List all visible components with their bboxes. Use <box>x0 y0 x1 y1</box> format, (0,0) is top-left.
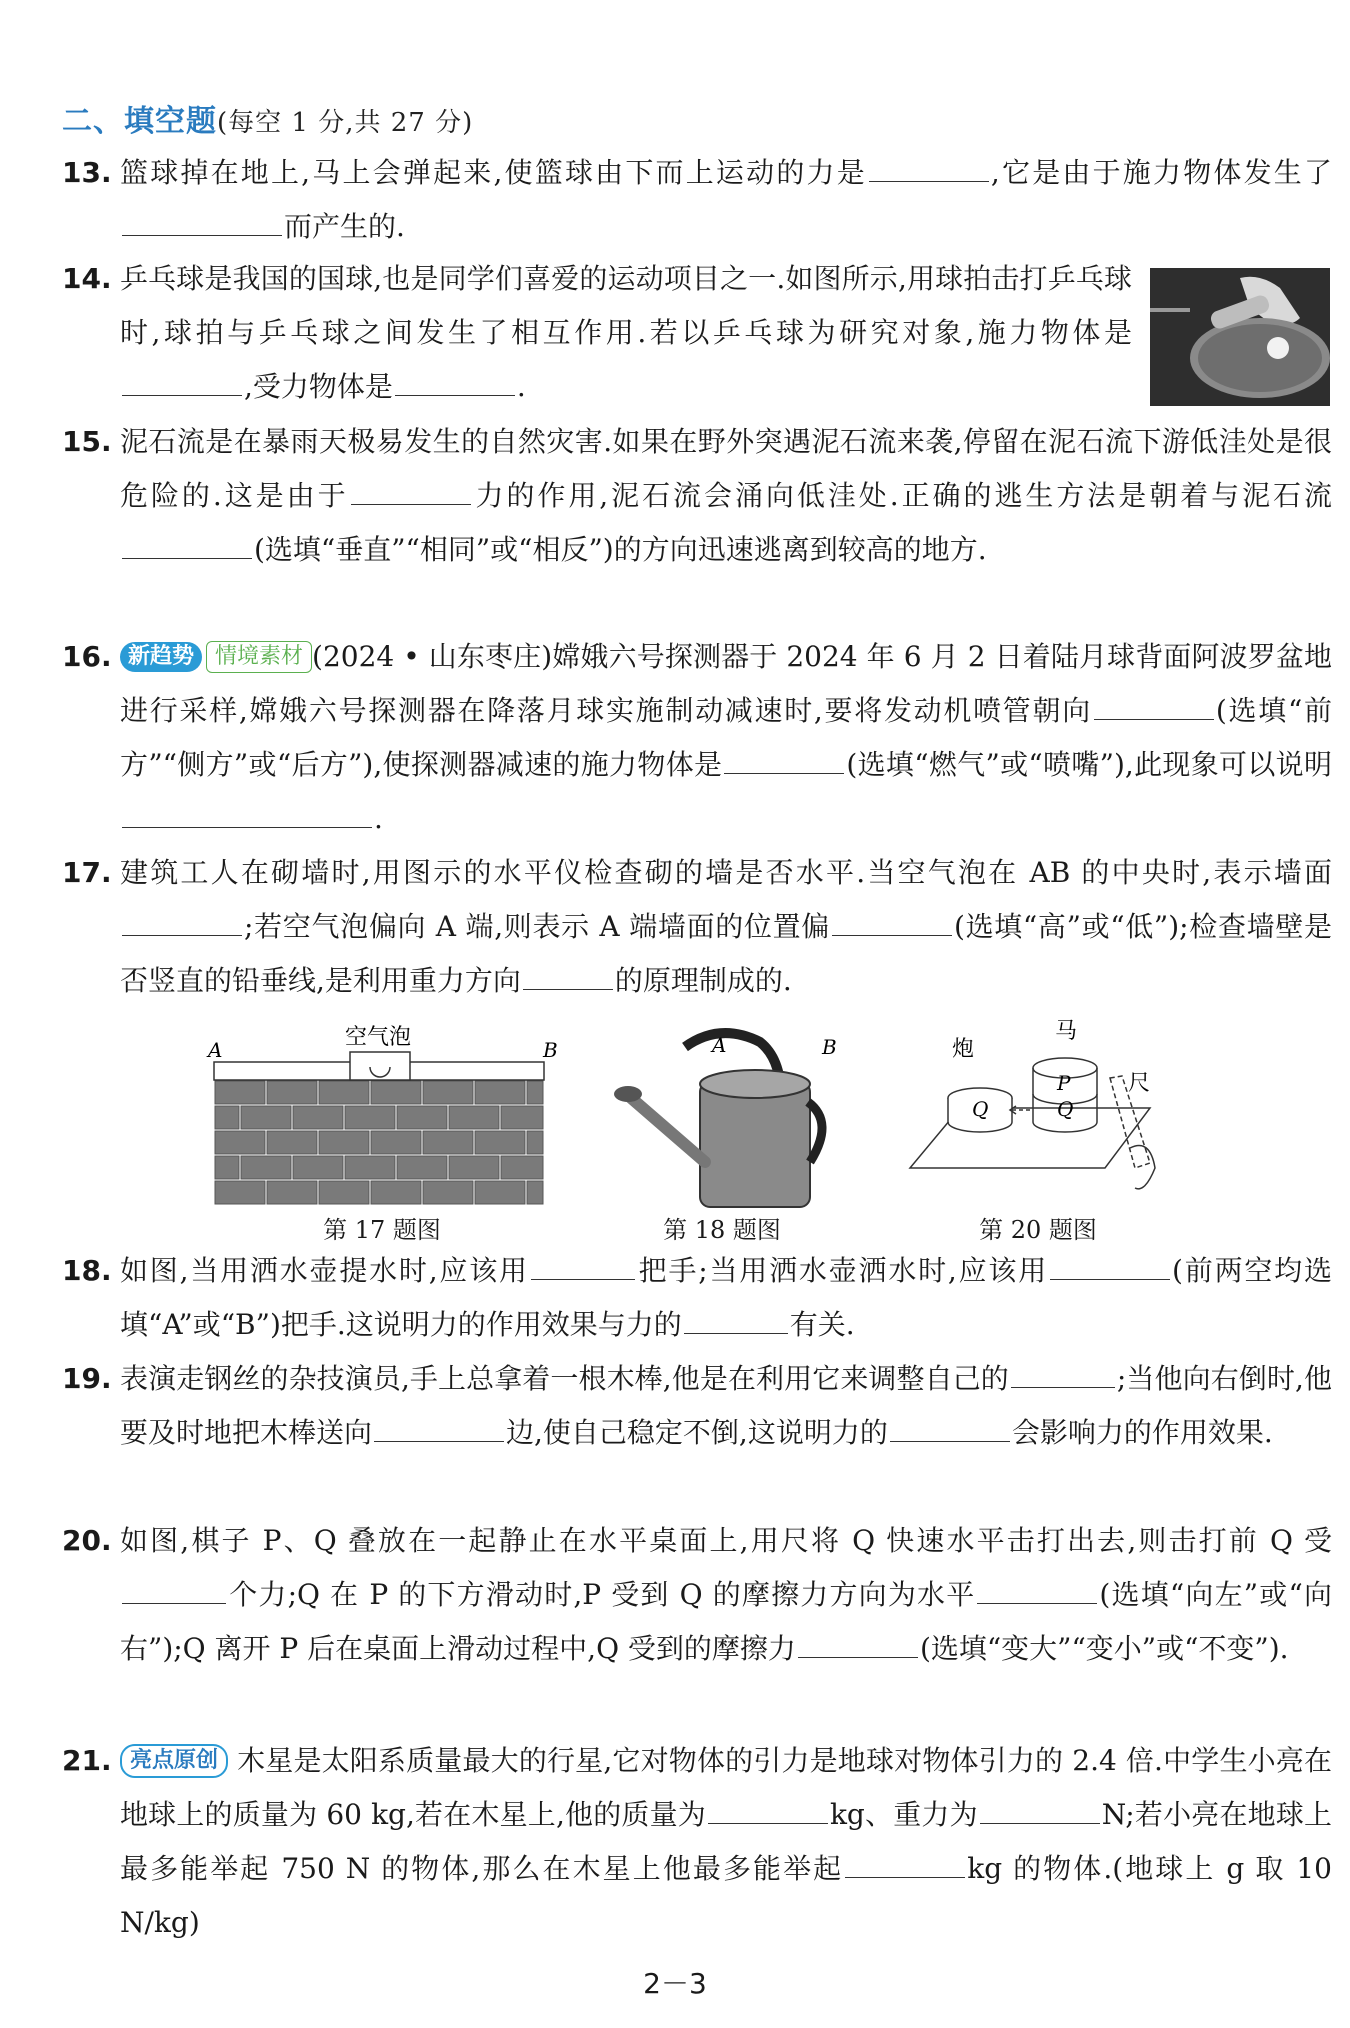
answer-blank[interactable] <box>122 793 372 828</box>
brick <box>371 1181 421 1204</box>
label-a: A <box>208 1038 223 1062</box>
question-15 <box>62 415 1332 577</box>
question-18 <box>62 1244 1332 1352</box>
answer-blank[interactable] <box>798 1623 918 1658</box>
answer-blank[interactable] <box>832 901 952 936</box>
label-q-right: Q <box>1057 1097 1074 1121</box>
question-text: (选填“向左”或“向右”);Q 离开 P 后在桌面上滑动过程中,Q 受到的摩擦力 <box>120 1578 1332 1665</box>
question-text: 木星是太阳系质量最大的行星,它对物体的引力是地球对物体引力的 2.4 倍.中学生小亮在地球上的质量为 60 kg,若在木星上,他的质量为 <box>120 1744 1332 1831</box>
question-text: (选填“燃气”或“喷嘴”),此现象可以说明 <box>846 748 1332 781</box>
brick <box>527 1181 543 1204</box>
question-text: 力的作用,泥石流会涌向低洼处.正确的逃生方法是朝着与泥石流 <box>472 479 1332 512</box>
question-text: 如图,当用洒水壶提水时,应该用 <box>120 1254 529 1287</box>
brick <box>319 1181 369 1204</box>
brick <box>319 1081 369 1104</box>
figure-17-caption: 第 17 题图 <box>323 1216 441 1244</box>
label-b: B <box>543 1038 558 1062</box>
question-20 <box>62 1514 1332 1676</box>
trend-tag: 新趋势 <box>120 642 202 672</box>
figure-20 <box>900 1018 1160 1212</box>
brick <box>215 1131 265 1154</box>
answer-blank[interactable] <box>869 147 989 182</box>
brick <box>423 1181 473 1204</box>
label-b: B <box>822 1035 837 1059</box>
question-number: 16. <box>62 640 112 673</box>
question-number: 13. <box>62 156 112 189</box>
brick <box>293 1106 343 1129</box>
answer-blank[interactable] <box>122 201 282 236</box>
brick <box>475 1181 525 1204</box>
answer-blank[interactable] <box>1050 1245 1170 1280</box>
question-number: 14. <box>62 262 112 295</box>
question-text: 而产生的. <box>284 210 405 243</box>
spirit-level-wall-diagram <box>200 1022 560 1212</box>
brick <box>501 1106 543 1129</box>
section-note: (每空 1 分,共 27 分) <box>217 108 474 138</box>
context-tag: 情境素材 <box>206 641 312 673</box>
question-17 <box>62 846 1332 1008</box>
question-text: (2024 • 山东枣庄)嫦娥六号探测器于 2024 年 6 月 2 日着陆月球背面阿波罗盆地进行采样,嫦娥六号探测器在降落月球实施制动减速时,要将发动机喷管朝向 <box>120 640 1332 727</box>
brick <box>241 1106 291 1129</box>
question-text: (选填“前方”“侧方”或“后方”),使探测器减速的施力物体是 <box>120 694 1332 781</box>
question-number: 20. <box>62 1524 112 1557</box>
question-text: ,它是由于施力物体发生了 <box>990 156 1332 189</box>
question-number: 17. <box>62 856 112 889</box>
label-ruler: 尺 <box>1128 1071 1151 1096</box>
label-a: A <box>712 1033 727 1057</box>
answer-blank[interactable] <box>122 1569 226 1604</box>
page-number: 2－3 <box>643 1967 707 2000</box>
brick <box>527 1131 543 1154</box>
question-number: 15. <box>62 425 112 458</box>
brick <box>215 1106 239 1129</box>
brick <box>241 1156 291 1179</box>
brick <box>345 1106 395 1129</box>
question-text: 如图,棋子 P、Q 叠放在一起静止在水平桌面上,用尺将 Q 快速水平击打出去,则击打前 Q 受 <box>120 1524 1332 1557</box>
question-14 <box>62 252 1132 414</box>
question-number: 21. <box>62 1744 112 1777</box>
answer-blank[interactable] <box>845 1843 965 1878</box>
label-p: P <box>1057 1071 1071 1095</box>
section-heading: 二、填空题 <box>62 104 217 139</box>
question-text: 把手;当用洒水壶洒水时,应该用 <box>636 1254 1049 1287</box>
question-text: ;若空气泡偏向 A 端,则表示 A 端墙面的位置偏 <box>244 910 830 943</box>
brick <box>215 1181 265 1204</box>
answer-blank[interactable] <box>684 1299 788 1334</box>
answer-blank[interactable] <box>523 955 613 990</box>
figure-17 <box>200 1022 560 1212</box>
question-text: 个力;Q 在 P 的下方滑动时,P 受到 Q 的摩擦力方向为水平 <box>228 1578 976 1611</box>
question-text: ,受力物体是 <box>244 370 393 403</box>
question-text: 表演走钢丝的杂技演员,手上总拿着一根木棒,他是在利用它来调整自己的 <box>120 1362 1009 1395</box>
question-text: 建筑工人在砌墙时,用图示的水平仪检查砌的墙是否水平.当空气泡在 AB 的中央时,表示墙面 <box>120 856 1332 889</box>
answer-blank[interactable] <box>977 1569 1097 1604</box>
brick <box>215 1081 265 1104</box>
brick <box>345 1156 395 1179</box>
section-title <box>62 96 473 140</box>
label-q-left: Q <box>972 1097 989 1121</box>
label-air-bubble: 空气泡 <box>345 1025 412 1050</box>
question-text: 篮球掉在地上,马上会弹起来,使篮球由下而上运动的力是 <box>120 156 867 189</box>
brick <box>215 1156 239 1179</box>
brick <box>293 1156 343 1179</box>
question-13 <box>62 146 1332 254</box>
ping-pong-photo <box>1150 268 1330 406</box>
question-16 <box>62 630 1332 846</box>
question-text: (选填“变大”“变小”或“不变”). <box>919 1632 1289 1665</box>
question-text: (选填“高”或“低”);检查墙壁是否竖直的铅垂线,是利用重力方向 <box>120 910 1332 997</box>
brick <box>449 1106 499 1129</box>
label-cannon: 炮 <box>952 1037 975 1062</box>
brick <box>319 1131 369 1154</box>
brick <box>371 1131 421 1154</box>
brick <box>475 1131 525 1154</box>
original-tag: 亮点原创 <box>120 1744 228 1778</box>
question-text: (选填“垂直”“相同”或“相反”)的方向迅速逃离到较高的地方. <box>254 533 987 566</box>
question-text: (前两空均选填“A”或“B”)把手.这说明力的作用效果与力的 <box>120 1254 1332 1341</box>
question-number: 19. <box>62 1362 112 1395</box>
brick <box>449 1156 499 1179</box>
question-21 <box>62 1734 1332 1950</box>
brick <box>267 1181 317 1204</box>
brick <box>267 1081 317 1104</box>
answer-blank[interactable] <box>122 524 252 559</box>
brick <box>397 1156 447 1179</box>
question-text: 泥石流是在暴雨天极易发生的自然灾害.如果在野外突遇泥石流来袭,停留在泥石流下游低洼处是很危险的.这是由于 <box>120 425 1332 512</box>
answer-blank[interactable] <box>351 470 471 505</box>
answer-blank[interactable] <box>374 1407 504 1442</box>
brick <box>267 1131 317 1154</box>
answer-blank[interactable] <box>122 361 242 396</box>
brick <box>397 1106 447 1129</box>
question-text: N;若小亮在地球上最多能举起 750 N 的物体,那么在木星上他最多能举起 <box>120 1798 1332 1885</box>
ping-pong-illustration <box>1150 268 1330 406</box>
question-text: kg 的物体.(地球上 g 取 10 N/kg) <box>120 1852 1332 1939</box>
answer-blank[interactable] <box>980 1789 1100 1824</box>
question-text: . <box>516 370 526 403</box>
question-text: 边,使自己稳定不倒,这说明力的 <box>506 1416 888 1449</box>
label-horse: 马 <box>1055 1019 1078 1044</box>
question-text: kg、重力为 <box>829 1798 978 1831</box>
question-text: ;当他向右倒时,他要及时地把木棒送向 <box>120 1362 1332 1449</box>
brick <box>475 1081 525 1104</box>
answer-blank[interactable] <box>1011 1353 1115 1388</box>
brick <box>501 1156 543 1179</box>
chess-pieces-diagram <box>900 1018 1160 1212</box>
question-text: 有关. <box>789 1308 855 1341</box>
question-number: 18. <box>62 1254 112 1287</box>
question-text: . <box>374 802 383 835</box>
answer-blank[interactable] <box>890 1407 1010 1442</box>
answer-blank[interactable] <box>395 361 515 396</box>
answer-blank[interactable] <box>122 901 242 936</box>
answer-blank[interactable] <box>1094 685 1214 720</box>
answer-blank[interactable] <box>724 739 844 774</box>
question-text: 会影响力的作用效果. <box>1011 1416 1273 1449</box>
question-text: 的原理制成的. <box>614 964 792 997</box>
brick <box>423 1081 473 1104</box>
figure-18 <box>610 1022 850 1212</box>
watering-can-diagram <box>610 1022 850 1212</box>
brick <box>371 1081 421 1104</box>
figure-18-caption: 第 18 题图 <box>663 1216 781 1244</box>
answer-blank[interactable] <box>531 1245 635 1280</box>
brick-wall <box>215 1081 543 1204</box>
brick <box>527 1081 543 1104</box>
answer-blank[interactable] <box>708 1789 828 1824</box>
brick <box>423 1131 473 1154</box>
question-text: 乒乓球是我国的国球,也是同学们喜爱的运动项目之一.如图所示,用球拍击打乒乓球时,球拍与乒乓球之间发生了相互作用.若以乒乓球为研究对象,施力物体是 <box>120 262 1132 349</box>
figure-20-caption: 第 20 题图 <box>979 1216 1097 1244</box>
question-19 <box>62 1352 1332 1460</box>
